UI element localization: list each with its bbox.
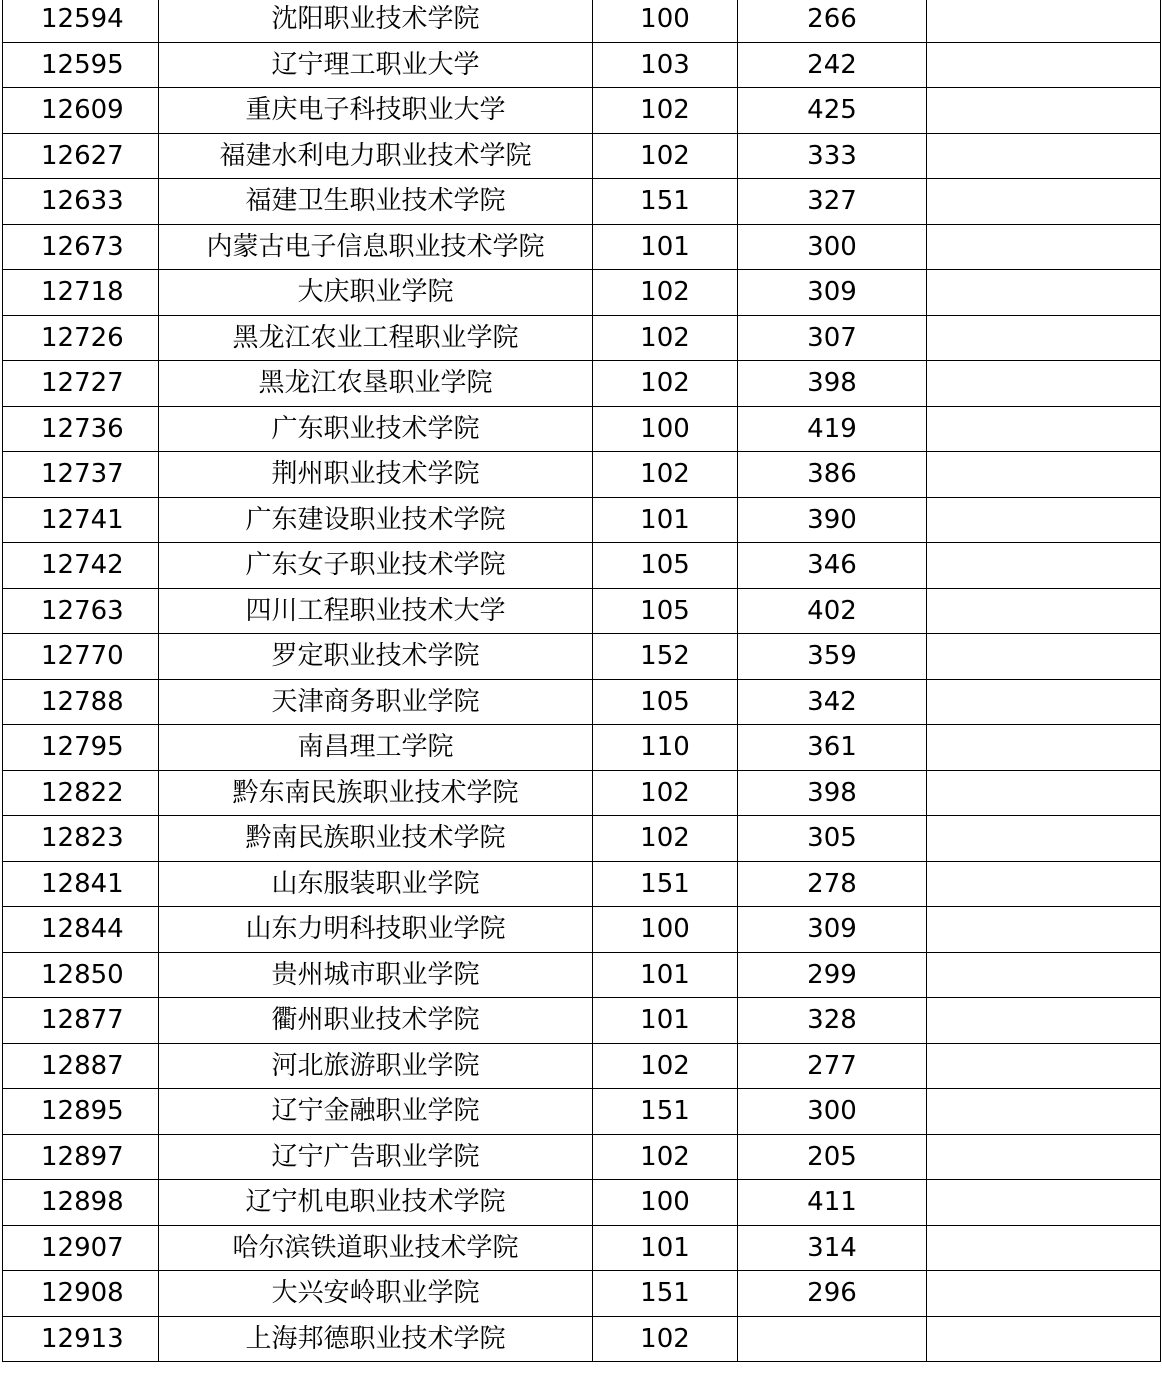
score-cell: 419 <box>738 406 927 452</box>
school-name-cell: 河北旅游职业学院 <box>159 1043 593 1089</box>
table-row <box>3 406 1161 452</box>
category-code-cell: 151 <box>593 179 738 225</box>
school-code-cell: 12673 <box>3 224 159 270</box>
score-cell: 242 <box>738 42 927 88</box>
school-code-cell: 12844 <box>3 907 159 953</box>
table-row <box>3 634 1161 680</box>
remark-cell <box>927 1225 1161 1271</box>
score-cell: 277 <box>738 1043 927 1089</box>
category-code-cell: 152 <box>593 634 738 680</box>
school-code-cell: 12627 <box>3 133 159 179</box>
school-name-cell: 大庆职业学院 <box>159 270 593 316</box>
category-code-cell: 102 <box>593 452 738 498</box>
school-code-cell: 12907 <box>3 1225 159 1271</box>
school-name-cell: 重庆电子科技职业大学 <box>159 88 593 134</box>
table-row <box>3 588 1161 634</box>
school-name-cell: 辽宁广告职业学院 <box>159 1134 593 1180</box>
category-code-cell: 101 <box>593 998 738 1044</box>
table-row <box>3 224 1161 270</box>
remark-cell <box>927 361 1161 407</box>
table-body <box>3 0 1161 1362</box>
category-code-cell: 103 <box>593 42 738 88</box>
table-row <box>3 0 1161 42</box>
table-row <box>3 725 1161 771</box>
category-code-cell: 102 <box>593 133 738 179</box>
school-code-cell: 12895 <box>3 1089 159 1135</box>
remark-cell <box>927 634 1161 680</box>
table-row <box>3 497 1161 543</box>
score-cell: 327 <box>738 179 927 225</box>
school-code-cell: 12718 <box>3 270 159 316</box>
category-code-cell: 102 <box>593 361 738 407</box>
remark-cell <box>927 543 1161 589</box>
school-name-cell: 哈尔滨铁道职业技术学院 <box>159 1225 593 1271</box>
remark-cell <box>927 588 1161 634</box>
school-name-cell: 黑龙江农垦职业学院 <box>159 361 593 407</box>
table-row <box>3 1271 1161 1317</box>
score-cell: 278 <box>738 861 927 907</box>
score-cell: 314 <box>738 1225 927 1271</box>
remark-cell <box>927 952 1161 998</box>
table-row <box>3 133 1161 179</box>
remark-cell <box>927 406 1161 452</box>
category-code-cell: 105 <box>593 588 738 634</box>
table-row <box>3 361 1161 407</box>
school-name-cell: 黔南民族职业技术学院 <box>159 816 593 862</box>
remark-cell <box>927 816 1161 862</box>
school-name-cell: 罗定职业技术学院 <box>159 634 593 680</box>
category-code-cell: 105 <box>593 543 738 589</box>
school-name-cell: 广东建设职业技术学院 <box>159 497 593 543</box>
school-name-cell: 辽宁理工职业大学 <box>159 42 593 88</box>
remark-cell <box>927 770 1161 816</box>
table-row <box>3 179 1161 225</box>
category-code-cell: 101 <box>593 224 738 270</box>
table-row <box>3 1134 1161 1180</box>
score-cell: 361 <box>738 725 927 771</box>
school-name-cell: 天津商务职业学院 <box>159 679 593 725</box>
category-code-cell: 102 <box>593 1043 738 1089</box>
score-cell: 398 <box>738 770 927 816</box>
remark-cell <box>927 42 1161 88</box>
score-cell: 305 <box>738 816 927 862</box>
category-code-cell: 102 <box>593 770 738 816</box>
school-code-cell: 12850 <box>3 952 159 998</box>
remark-cell <box>927 497 1161 543</box>
table-row <box>3 452 1161 498</box>
category-code-cell: 151 <box>593 1089 738 1135</box>
school-code-cell: 12823 <box>3 816 159 862</box>
remark-cell <box>927 452 1161 498</box>
school-name-cell: 黑龙江农业工程职业学院 <box>159 315 593 361</box>
remark-cell <box>927 998 1161 1044</box>
score-cell: 411 <box>738 1180 927 1226</box>
category-code-cell: 100 <box>593 1180 738 1226</box>
remark-cell <box>927 725 1161 771</box>
table-row <box>3 1043 1161 1089</box>
school-name-cell: 辽宁机电职业技术学院 <box>159 1180 593 1226</box>
score-cell: 328 <box>738 998 927 1044</box>
score-cell: 300 <box>738 224 927 270</box>
score-cell: 342 <box>738 679 927 725</box>
table-row <box>3 1316 1161 1362</box>
school-code-cell: 12795 <box>3 725 159 771</box>
score-cell: 402 <box>738 588 927 634</box>
score-cell: 299 <box>738 952 927 998</box>
school-code-cell: 12788 <box>3 679 159 725</box>
score-cell: 359 <box>738 634 927 680</box>
data-table <box>2 0 1161 1362</box>
category-code-cell: 110 <box>593 725 738 771</box>
score-cell: 300 <box>738 1089 927 1135</box>
category-code-cell: 151 <box>593 861 738 907</box>
remark-cell <box>927 179 1161 225</box>
school-name-cell: 山东力明科技职业学院 <box>159 907 593 953</box>
table-row <box>3 861 1161 907</box>
category-code-cell: 100 <box>593 907 738 953</box>
table-row <box>3 770 1161 816</box>
school-code-cell: 12877 <box>3 998 159 1044</box>
remark-cell <box>927 133 1161 179</box>
table-row <box>3 270 1161 316</box>
school-name-cell: 上海邦德职业技术学院 <box>159 1316 593 1362</box>
remark-cell <box>927 1271 1161 1317</box>
school-name-cell: 大兴安岭职业学院 <box>159 1271 593 1317</box>
school-code-cell: 12594 <box>3 0 159 42</box>
school-code-cell: 12727 <box>3 361 159 407</box>
school-code-cell: 12737 <box>3 452 159 498</box>
remark-cell <box>927 270 1161 316</box>
remark-cell <box>927 0 1161 42</box>
table-row <box>3 1089 1161 1135</box>
category-code-cell: 105 <box>593 679 738 725</box>
school-name-cell: 福建卫生职业技术学院 <box>159 179 593 225</box>
score-cell: 309 <box>738 907 927 953</box>
score-cell: 398 <box>738 361 927 407</box>
remark-cell <box>927 907 1161 953</box>
school-code-cell: 12742 <box>3 543 159 589</box>
school-name-cell: 辽宁金融职业学院 <box>159 1089 593 1135</box>
school-name-cell: 内蒙古电子信息职业技术学院 <box>159 224 593 270</box>
remark-cell <box>927 1089 1161 1135</box>
school-code-cell: 12726 <box>3 315 159 361</box>
category-code-cell: 151 <box>593 1271 738 1317</box>
school-name-cell: 广东职业技术学院 <box>159 406 593 452</box>
school-code-cell: 12609 <box>3 88 159 134</box>
category-code-cell: 101 <box>593 952 738 998</box>
table-row <box>3 907 1161 953</box>
school-code-cell: 12770 <box>3 634 159 680</box>
school-code-cell: 12908 <box>3 1271 159 1317</box>
table-row <box>3 88 1161 134</box>
school-code-cell: 12897 <box>3 1134 159 1180</box>
school-name-cell: 贵州城市职业学院 <box>159 952 593 998</box>
school-code-cell: 12741 <box>3 497 159 543</box>
score-cell: 346 <box>738 543 927 589</box>
school-code-cell: 12913 <box>3 1316 159 1362</box>
school-code-cell: 12595 <box>3 42 159 88</box>
table-row <box>3 952 1161 998</box>
table-row <box>3 42 1161 88</box>
table-row <box>3 679 1161 725</box>
category-code-cell: 102 <box>593 816 738 862</box>
remark-cell <box>927 1043 1161 1089</box>
school-name-cell: 荆州职业技术学院 <box>159 452 593 498</box>
school-code-cell: 12841 <box>3 861 159 907</box>
score-cell <box>738 1316 927 1362</box>
table-row <box>3 543 1161 589</box>
school-name-cell: 山东服装职业学院 <box>159 861 593 907</box>
table-row <box>3 1180 1161 1226</box>
category-code-cell: 102 <box>593 88 738 134</box>
category-code-cell: 100 <box>593 406 738 452</box>
score-cell: 309 <box>738 270 927 316</box>
school-name-cell: 福建水利电力职业技术学院 <box>159 133 593 179</box>
school-code-cell: 12822 <box>3 770 159 816</box>
school-code-cell: 12633 <box>3 179 159 225</box>
table-row <box>3 998 1161 1044</box>
remark-cell <box>927 88 1161 134</box>
remark-cell <box>927 1180 1161 1226</box>
score-cell: 205 <box>738 1134 927 1180</box>
score-cell: 386 <box>738 452 927 498</box>
school-name-cell: 广东女子职业技术学院 <box>159 543 593 589</box>
table-row <box>3 1225 1161 1271</box>
remark-cell <box>927 1316 1161 1362</box>
category-code-cell: 102 <box>593 1134 738 1180</box>
score-cell: 307 <box>738 315 927 361</box>
remark-cell <box>927 224 1161 270</box>
category-code-cell: 101 <box>593 1225 738 1271</box>
category-code-cell: 100 <box>593 0 738 42</box>
category-code-cell: 102 <box>593 315 738 361</box>
remark-cell <box>927 679 1161 725</box>
score-cell: 390 <box>738 497 927 543</box>
school-code-cell: 12887 <box>3 1043 159 1089</box>
school-name-cell: 南昌理工学院 <box>159 725 593 771</box>
score-cell: 296 <box>738 1271 927 1317</box>
category-code-cell: 102 <box>593 1316 738 1362</box>
score-cell: 266 <box>738 0 927 42</box>
remark-cell <box>927 861 1161 907</box>
remark-cell <box>927 315 1161 361</box>
school-code-cell: 12736 <box>3 406 159 452</box>
school-name-cell: 四川工程职业技术大学 <box>159 588 593 634</box>
school-code-cell: 12898 <box>3 1180 159 1226</box>
score-cell: 425 <box>738 88 927 134</box>
table-row <box>3 315 1161 361</box>
school-name-cell: 衢州职业技术学院 <box>159 998 593 1044</box>
school-name-cell: 沈阳职业技术学院 <box>159 0 593 42</box>
category-code-cell: 101 <box>593 497 738 543</box>
category-code-cell: 102 <box>593 270 738 316</box>
score-cell: 333 <box>738 133 927 179</box>
school-code-cell: 12763 <box>3 588 159 634</box>
remark-cell <box>927 1134 1161 1180</box>
school-name-cell: 黔东南民族职业技术学院 <box>159 770 593 816</box>
table-row <box>3 816 1161 862</box>
